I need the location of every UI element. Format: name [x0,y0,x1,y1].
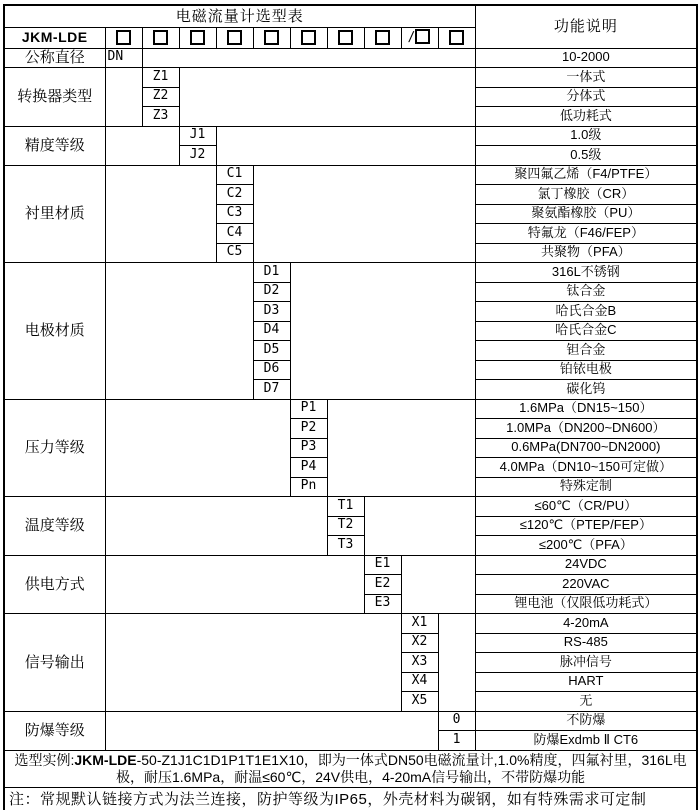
option-description: 特氟龙（F46/FEP） [475,224,697,244]
option-code: X5 [401,692,438,712]
checkbox-square-icon [227,30,242,45]
option-code: 0 [438,711,475,731]
empty-filler-cell [142,48,475,68]
option-checkbox-cell [327,27,364,48]
checkbox-square-icon [116,30,131,45]
option-code: D1 [253,263,290,283]
section-label: 信号输出 [4,614,105,712]
option-description: 聚四氟乙烯（F4/PTFE） [475,165,697,185]
option-description: HART [475,672,697,692]
empty-filler-cell [105,497,327,556]
option-code: Z3 [142,107,179,127]
option-description: 聚氨酯橡胶（PU） [475,204,697,224]
option-checkbox-cell [401,27,438,48]
checkbox-square-icon [375,30,390,45]
option-code: C4 [216,224,253,244]
option-description: 220VAC [475,575,697,595]
empty-filler-cell [105,711,438,750]
option-checkbox-cell [290,27,327,48]
checkbox-square-icon [190,30,205,45]
empty-filler-cell [105,165,216,263]
slash-mark: / [407,29,416,47]
option-description: 低功耗式 [475,107,697,127]
option-code: J1 [179,126,216,146]
function-column-header: 功能说明 [475,5,697,48]
note-row [4,787,697,810]
table-title: 电磁流量计选型表 [4,5,475,27]
option-code: E3 [364,594,401,614]
option-description: 钛合金 [475,282,697,302]
option-code: T2 [327,516,364,536]
checkbox-square-icon [338,30,353,45]
option-checkbox-cell [216,27,253,48]
table-row [4,614,697,634]
option-description: 脉冲信号 [475,653,697,673]
option-code: T3 [327,536,364,556]
option-description: 1.6MPa（DN15~150） [475,399,697,419]
table-row [4,48,697,68]
table-row [4,165,697,185]
option-description: 1.0级 [475,126,697,146]
option-code: D2 [253,282,290,302]
option-description: 一体式 [475,68,697,88]
option-code: C3 [216,204,253,224]
section-label: 精度等级 [4,126,105,165]
option-description: 特殊定制 [475,477,697,497]
option-description: 锂电池（仅限低功耗式） [475,594,697,614]
option-description: 防爆Exdmb Ⅱ CT6 [475,731,697,751]
option-code: E2 [364,575,401,595]
option-description: 钽合金 [475,341,697,361]
option-description: 0.6MPa(DN700~DN2000) [475,438,697,458]
option-checkbox-cell [438,27,475,48]
empty-filler-cell [105,555,364,614]
table-row [4,555,697,575]
model-prefix: JKM-LDE [4,27,105,48]
option-code: D3 [253,302,290,322]
empty-filler-cell [401,555,475,614]
empty-filler-cell [364,497,475,556]
option-checkbox-cell [253,27,290,48]
option-description: 哈氏合金C [475,321,697,341]
option-code: C2 [216,185,253,205]
option-code: P4 [290,458,327,478]
option-code: X3 [401,653,438,673]
option-description: 10-2000 [475,48,697,68]
table-row [4,263,697,283]
section-label: 电极材质 [4,263,105,400]
option-description: 0.5级 [475,146,697,166]
option-description: 哈氏合金B [475,302,697,322]
option-code: DN [105,48,142,68]
example-rest: -50-Z1J1C1D1P1T1E1X10，即为一体式DN50电磁流量计,1.0%精度，四氟衬里，316L电极，耐压1.6MPa，耐温≤60℃，24V供电，4-20mA信号输出，不带防爆功能 [115,751,687,785]
option-code: Pn [290,477,327,497]
option-checkbox-cell [142,27,179,48]
option-code: X1 [401,614,438,634]
empty-filler-cell [216,126,475,165]
section-label: 压力等级 [4,399,105,497]
option-description: RS-485 [475,633,697,653]
option-description: 共聚物（PFA） [475,243,697,263]
option-description: ≤60℃（CR/PU） [475,497,697,517]
section-label: 防爆等级 [4,711,105,750]
section-label: 转换器类型 [4,68,105,127]
option-code: Z1 [142,68,179,88]
checkbox-square-icon [415,29,430,44]
selection-table [3,4,698,810]
section-label: 供电方式 [4,555,105,614]
table-row [4,711,697,731]
option-code: X2 [401,633,438,653]
empty-filler-cell [438,614,475,712]
option-checkbox-cell [179,27,216,48]
table-row [4,399,697,419]
empty-filler-cell [105,126,179,165]
option-code: D6 [253,360,290,380]
option-code: J2 [179,146,216,166]
option-code: Z2 [142,87,179,107]
option-description: 分体式 [475,87,697,107]
option-code: C1 [216,165,253,185]
option-code: D7 [253,380,290,400]
option-description: 316L不锈钢 [475,263,697,283]
option-code: T1 [327,497,364,517]
example-row [4,750,697,787]
option-code: D4 [253,321,290,341]
checkbox-square-icon [153,30,168,45]
empty-filler-cell [253,165,475,263]
empty-filler-cell [179,68,475,127]
note-text: 注：常规默认链接方式为法兰连接，防护等级为IP65，外壳材料为碳钢，如有特殊需求可定制 [4,787,697,810]
empty-filler-cell [105,68,142,127]
option-description: 4-20mA [475,614,697,634]
empty-filler-cell [105,399,290,497]
option-code: X4 [401,672,438,692]
option-description: 铂铱电极 [475,360,697,380]
table-header-row [4,5,697,27]
option-description: 氯丁橡胶（CR） [475,185,697,205]
empty-filler-cell [105,263,253,400]
option-code: P2 [290,419,327,439]
option-code: E1 [364,555,401,575]
option-description: 24VDC [475,555,697,575]
option-description: ≤120℃（PTEP/FEP） [475,516,697,536]
section-label: 温度等级 [4,497,105,556]
option-code: C5 [216,243,253,263]
option-description: 不防爆 [475,711,697,731]
option-description: 4.0MPa（DN10~150可定做） [475,458,697,478]
checkbox-square-icon [301,30,316,45]
option-code: P1 [290,399,327,419]
option-checkbox-cell [105,27,142,48]
empty-filler-cell [105,614,401,712]
example-prefix: 选型实例: [14,751,75,768]
table-row [4,68,697,88]
checkbox-square-icon [264,30,279,45]
option-checkbox-cell [364,27,401,48]
table-row [4,126,697,146]
section-label: 衬里材质 [4,165,105,263]
option-code: P3 [290,438,327,458]
empty-filler-cell [327,399,475,497]
option-description: 无 [475,692,697,712]
option-description: 碳化钨 [475,380,697,400]
empty-filler-cell [290,263,475,400]
option-code: 1 [438,731,475,751]
table-row [4,497,697,517]
example-model: JKM-LDE [74,751,137,768]
option-description: ≤200℃（PFA） [475,536,697,556]
section-label: 公称直径 [4,48,105,68]
checkbox-square-icon [449,30,464,45]
option-code: D5 [253,341,290,361]
option-description: 1.0MPa（DN200~DN600） [475,419,697,439]
selection-example-text [4,750,697,787]
